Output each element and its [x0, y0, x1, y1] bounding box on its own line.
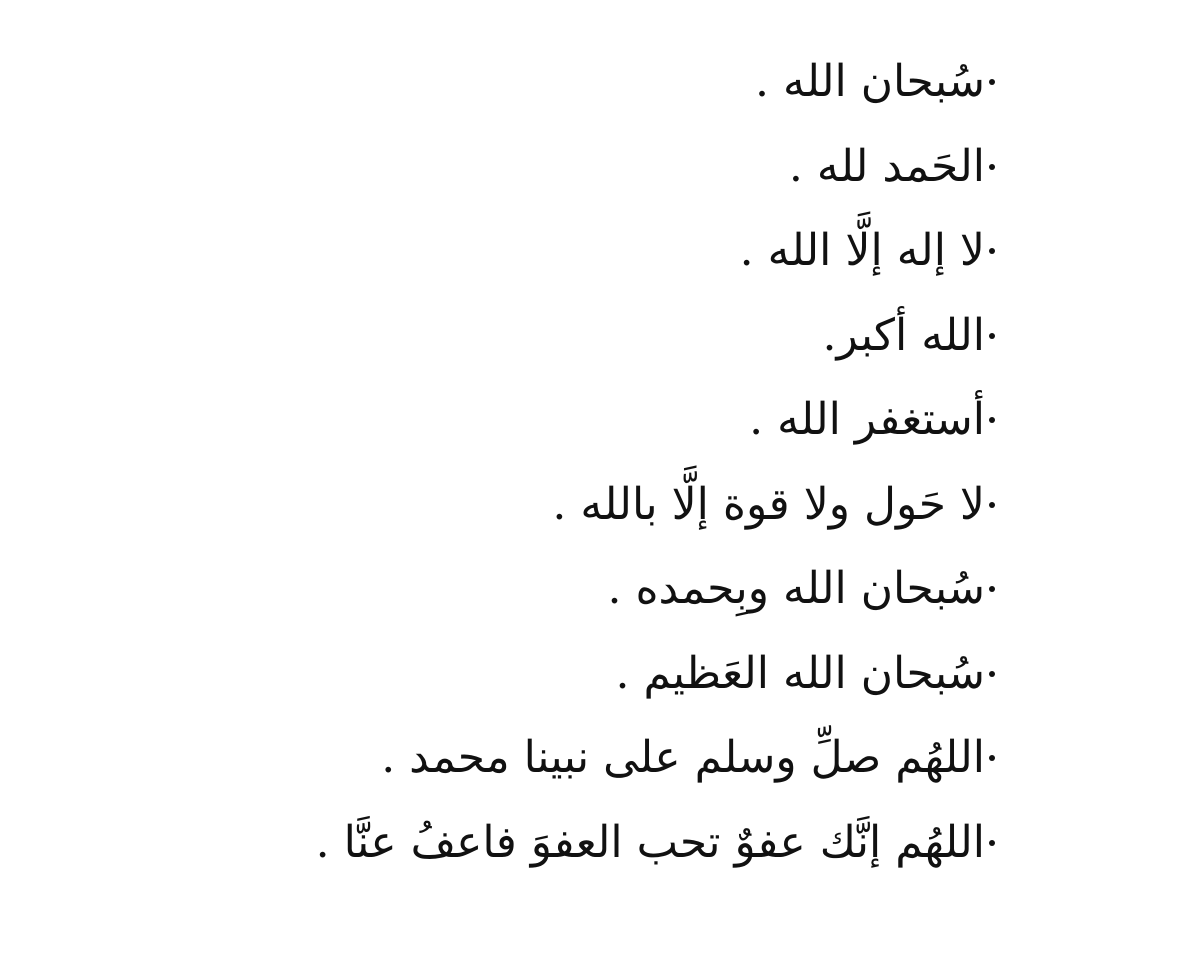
bullet-dot-icon: [989, 671, 995, 677]
list-item-text: سُبحان الله .: [754, 56, 985, 108]
list-item: [175, 378, 995, 463]
list-item-text: اللهُم صلِّ وسلم على نبينا محمد .: [381, 732, 985, 784]
list-item-text: لا حَول ولا قوة إلَّا بالله .: [552, 478, 985, 530]
bullet-dot-icon: [989, 79, 995, 85]
bullet-dot-icon: [989, 333, 995, 339]
list-item: [175, 125, 995, 210]
list-item-text: الحَمد لله .: [788, 140, 985, 192]
bullet-dot-icon: [989, 417, 995, 423]
list-item: [175, 463, 995, 548]
list-item: [175, 40, 995, 125]
bullet-dot-icon: [989, 164, 995, 170]
bullet-dot-icon: [989, 586, 995, 592]
list-item: [175, 209, 995, 294]
list-item-text: لا إله إلَّا الله .: [739, 225, 985, 277]
list-item: [175, 801, 995, 886]
bullet-dot-icon: [989, 248, 995, 254]
list-item-text: الله أكبر.: [822, 309, 985, 361]
bullet-dot-icon: [989, 755, 995, 761]
bullet-dot-icon: [989, 502, 995, 508]
bullet-dot-icon: [989, 840, 995, 846]
list-item-text: سُبحان الله العَظيم .: [615, 647, 985, 699]
list-item: [175, 632, 995, 717]
dhikr-list: [175, 40, 995, 885]
list-item-text: اللهُم إنَّك عفوٌ تحب العفوَ فاعفُ عنَّا .: [315, 816, 985, 868]
list-item: [175, 294, 995, 379]
list-item-text: سُبحان الله وبِحمده .: [607, 563, 985, 615]
list-item-text: أستغفر الله .: [749, 394, 985, 446]
list-item: [175, 716, 995, 801]
list-item: [175, 547, 995, 632]
